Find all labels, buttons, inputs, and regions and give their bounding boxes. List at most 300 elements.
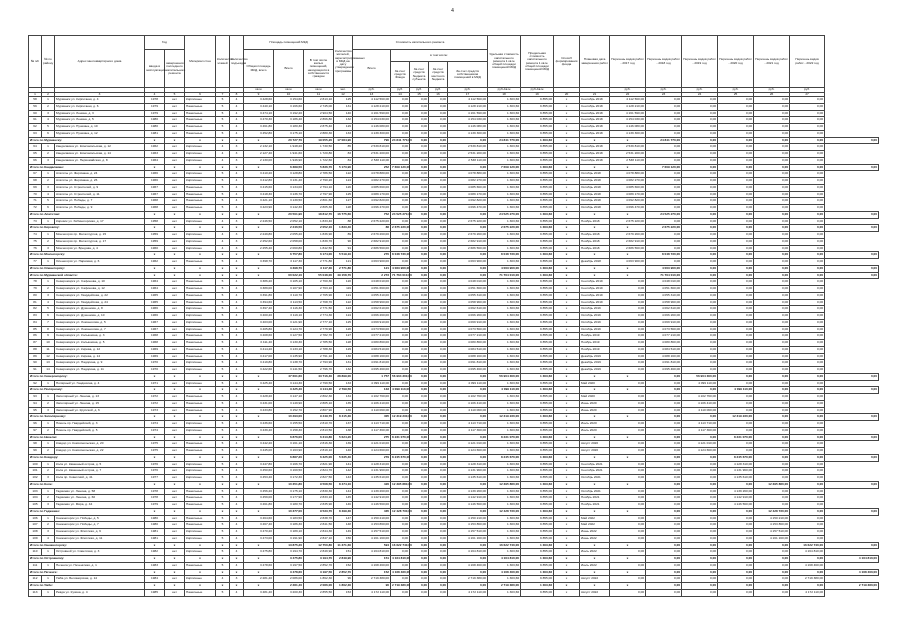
table-cell: Кирпичные [185, 238, 216, 245]
table-cell: 0,00 [429, 205, 448, 212]
table-cell: Сентябрь 2019 [580, 286, 610, 293]
table-cell: 4 096 470,00 [353, 205, 391, 212]
table-cell: 0,00 [391, 124, 410, 131]
table-cell: х [580, 137, 610, 144]
table-cell: 98 [29, 441, 42, 448]
table-cell: х [554, 508, 580, 515]
table-cell: 4 063 900,00 [353, 259, 391, 266]
table-cell: 3 428,60 [244, 97, 274, 104]
table-cell: 0,00 [790, 427, 825, 434]
table-cell: 1965 [145, 292, 165, 299]
table-cell: 4 110 060,00 [682, 407, 718, 414]
table-cell: 4 139 260,00 [718, 488, 754, 495]
table-cell: 0,00 [790, 583, 825, 590]
table-cell: 9 855,00 [521, 205, 554, 212]
table-cell: 16 622 740,00 [488, 542, 521, 549]
column-number-cell: 13 [353, 92, 391, 97]
table-cell: 0,00 [790, 529, 825, 536]
table-cell: 0,00 [754, 245, 790, 252]
table-cell: 4 154 030,00 [610, 117, 646, 124]
table-cell: 9 855,00 [521, 245, 554, 252]
table-cell: 0,00 [391, 130, 410, 137]
table-cell: 0,00 [754, 117, 790, 124]
table-cell: 4 066 260,00 [646, 313, 682, 320]
table-cell: 4 150 210,00 [353, 515, 391, 522]
table-cell: 0,00 [790, 508, 825, 515]
address-cell: Апатиты ул. Победы, д. 9 [55, 205, 145, 212]
table-cell: 4 139 300,00 [353, 130, 391, 137]
table-cell: 4 [230, 353, 244, 360]
table-cell: х [554, 232, 580, 239]
table-cell: 4 051 660,00 [448, 286, 488, 293]
table-cell: 0,00 [429, 562, 448, 569]
table-cell: х [165, 569, 185, 576]
table-cell: 0,00 [790, 97, 825, 104]
address-cell: Кандалакша ул. Комсомольская, д. 14 [55, 151, 145, 158]
table-cell: 4 113 710,00 [448, 421, 488, 428]
table-cell: 4 063 900,00 [646, 265, 682, 272]
table-cell: 0,00 [790, 313, 825, 320]
table-cell: х [216, 569, 230, 576]
table-cell: 133 [334, 380, 353, 387]
table-cell: х [165, 414, 185, 421]
table-cell: 4 080 860,00 [646, 340, 682, 347]
table-cell: 0,00 [718, 589, 754, 596]
table-cell: 0,00 [790, 502, 825, 509]
table-cell: 0,00 [790, 299, 825, 306]
table-cell: х [554, 225, 580, 232]
table-cell: Панельные [185, 292, 216, 299]
table-cell: 3 163,90 [274, 448, 304, 455]
table-cell: 85 [334, 144, 353, 151]
table-cell: 1 [42, 589, 55, 596]
table-cell: 5 [216, 198, 230, 205]
table-cell: 3 169,50 [274, 468, 304, 475]
table-cell: 0,00 [754, 130, 790, 137]
table-cell: 4 117 360,00 [448, 427, 488, 434]
table-cell: х [554, 407, 580, 414]
table-cell: 4 [216, 232, 230, 239]
table-cell: 4 [230, 279, 244, 286]
table-cell: 2 719 380,00 [448, 576, 488, 583]
table-cell: 2 679 260,00 [353, 232, 391, 239]
table-cell: 142 [334, 468, 353, 475]
table-cell: 0,00 [682, 319, 718, 326]
table-cell: 0,00 [754, 198, 790, 205]
table-cell: 4 084 510,00 [448, 346, 488, 353]
table-cell: 2 675 220,00 [488, 225, 521, 232]
table-cell: 0,00 [790, 272, 825, 279]
table-cell: 4 110 060,00 [353, 407, 391, 414]
table-cell: 11 371,60 [334, 542, 353, 549]
table-cell: 2 682 910,00 [610, 238, 646, 245]
subtotal-row [29, 225, 879, 232]
table-cell: 4 [230, 522, 244, 529]
table-cell: 5 [216, 468, 230, 475]
table-cell: х [244, 556, 274, 563]
table-cell: 0,00 [790, 475, 825, 482]
table-cell: 1978 [145, 495, 165, 502]
table-cell: нет [165, 562, 185, 569]
table-cell: х [554, 542, 580, 549]
table-cell: 0,00 [718, 164, 754, 171]
table-cell: Август 2020 [580, 441, 610, 448]
table-cell: 0,00 [754, 454, 790, 461]
table-cell: 134 [334, 394, 353, 401]
table-cell: 12 [42, 353, 55, 360]
table-cell: х [554, 171, 580, 178]
table-cell: 1980 [145, 124, 165, 131]
table-cell: 1 [42, 549, 55, 556]
table-cell: 3 436,60 [244, 421, 274, 428]
table-cell: 5 [216, 286, 230, 293]
table-cell: 2 675 220,00 [353, 218, 391, 225]
table-cell: 0,00 [429, 340, 448, 347]
table-cell: 2 719 380,00 [353, 576, 391, 583]
table-cell: 1 303,66 [521, 414, 554, 421]
table-cell: х [610, 454, 646, 461]
table-cell: 0,00 [410, 124, 429, 131]
address-cell: Гаджиево ул. Ленина, д. 58 [55, 488, 145, 495]
table-cell: 2 055,20 [274, 232, 304, 239]
table-cell: нет [165, 421, 185, 428]
table-cell: 0,00 [682, 434, 718, 441]
table-cell: 4 088 160,00 [646, 353, 682, 360]
table-cell: 0,00 [718, 313, 754, 320]
table-cell: нет [165, 549, 185, 556]
table-row [29, 549, 879, 556]
table-cell: 4 092 820,00 [610, 198, 646, 205]
table-cell: 2 246,50 [244, 218, 274, 225]
table-cell: 0,00 [790, 191, 825, 198]
table-cell: 0,00 [754, 414, 790, 421]
table-cell: 0,00 [825, 387, 879, 394]
table-cell: 0,00 [410, 232, 429, 239]
table-cell: 0,00 [682, 313, 718, 320]
table-cell: 0,00 [718, 373, 754, 380]
table-cell: х [216, 508, 230, 515]
table-cell: 9 855,00 [521, 360, 554, 367]
table-cell: 0,00 [754, 475, 790, 482]
table-cell: 0,00 [718, 562, 754, 569]
table-cell: х [244, 387, 274, 394]
table-cell: 4 131 960,00 [448, 468, 488, 475]
table-cell: 78 [29, 279, 42, 286]
table-cell: 3 144,30 [274, 380, 304, 387]
table-cell: 0,00 [754, 333, 790, 340]
table-cell: 4 102 760,00 [448, 394, 488, 401]
table-cell: 0,00 [429, 272, 448, 279]
table-cell: 0,00 [718, 360, 754, 367]
table-cell: 1970 [145, 360, 165, 367]
table-cell: 0,00 [682, 468, 718, 475]
table-cell: х [145, 508, 165, 515]
table-cell: 0,00 [790, 421, 825, 428]
table-cell: х [165, 387, 185, 394]
table-cell: 0,00 [429, 184, 448, 191]
table-cell: 4 [230, 110, 244, 117]
table-cell: 9 508,50 [304, 481, 334, 488]
table-cell: 3 398,70 [244, 259, 274, 266]
table-cell: 3 [230, 151, 244, 158]
table-cell: 0,00 [391, 286, 410, 293]
table-cell: 56 904 300,00 [488, 373, 521, 380]
table-cell: Кирпичные [185, 97, 216, 104]
table-cell: 0,00 [410, 292, 429, 299]
subtotal-row [29, 569, 879, 576]
table-cell: Кирпичные [185, 319, 216, 326]
table-cell: х [610, 211, 646, 218]
table-cell: 91 [29, 367, 42, 374]
subtotal-label: Итого по Умбе: [29, 583, 145, 590]
table-cell: х [145, 583, 165, 590]
table-cell: 0,00 [448, 225, 488, 232]
table-cell: 4 099 110,00 [488, 387, 521, 394]
table-cell: нет [165, 103, 185, 110]
table-cell: 9 855,00 [521, 178, 554, 185]
table-cell: 0,00 [718, 97, 754, 104]
table-cell: Панельные [185, 502, 216, 509]
table-cell: 0,00 [754, 225, 790, 232]
table-cell: х [165, 137, 185, 144]
address-cell: Североморск ул. Кирова, д. 12 [55, 346, 145, 353]
table-cell: 0,00 [429, 178, 448, 185]
table-cell: Ноябрь 2019 [580, 346, 610, 353]
table-cell: х [554, 191, 580, 198]
table-cell: 124 [334, 178, 353, 185]
table-cell: 0,00 [646, 198, 682, 205]
column-number-cell: 25 [718, 92, 754, 97]
table-cell: 2 719 380,00 [790, 576, 825, 583]
table-cell: 0,00 [790, 238, 825, 245]
table-cell: 2 849,90 [334, 556, 353, 563]
table-cell: 0,00 [718, 394, 754, 401]
subtotal-row [29, 583, 879, 590]
table-cell: Май 2020 [580, 394, 610, 401]
table-cell: 0,00 [790, 481, 825, 488]
table-cell: х [554, 218, 580, 225]
table-cell: 1 303,66 [521, 373, 554, 380]
table-cell: 0,00 [429, 515, 448, 522]
address-cell: Гаджиево ул. Ленина, д. 60 [55, 495, 145, 502]
table-cell: 0,00 [754, 144, 790, 151]
table-cell: 9 855,00 [521, 144, 554, 151]
table-cell: 5 [216, 103, 230, 110]
subtotal-label: Итого по Оленегорску: [29, 265, 145, 272]
address-cell: Никель пр. Гвардейский, д. 5 [55, 427, 145, 434]
table-cell: 0,00 [790, 103, 825, 110]
table-row [29, 319, 879, 326]
table-cell: 2 833,10 [304, 495, 334, 502]
table-cell: 1 303,66 [488, 205, 521, 212]
table-cell: 1 303,66 [488, 218, 521, 225]
subtotal-label: Итого по Ковдору: [29, 454, 145, 461]
table-cell: 0,00 [682, 488, 718, 495]
table-cell: 2 796,70 [304, 367, 334, 374]
table-cell: 2 531 200,00 [448, 151, 488, 158]
table-row [29, 495, 879, 502]
table-cell: 9 855,00 [521, 346, 554, 353]
table-cell: 0,00 [429, 211, 448, 218]
table-cell: Панельные [185, 340, 216, 347]
table-row [29, 468, 879, 475]
table-cell: нет [165, 495, 185, 502]
table-cell: 4 [230, 515, 244, 522]
table-cell: 3 400,20 [244, 313, 274, 320]
table-cell: 1968 [145, 340, 165, 347]
address-cell: Североморск ул. Падорина, д. 11 [55, 367, 145, 374]
table-cell: 0,00 [682, 299, 718, 306]
table-cell: 0,00 [682, 346, 718, 353]
address-cell: Мурманск ул. Пушкина, д. 10 [55, 124, 145, 131]
table-row [29, 367, 879, 374]
table-cell: 1981 [145, 529, 165, 536]
table-cell: нет [165, 326, 185, 333]
table-cell: 0,00 [429, 481, 448, 488]
table-cell: нет [165, 589, 185, 596]
table-row [29, 535, 879, 542]
table-cell: 4 168 460,00 [391, 569, 410, 576]
table-cell: 0,00 [646, 144, 682, 151]
table-cell: 7 [42, 319, 55, 326]
table-cell: 12 319 230,00 [391, 414, 410, 421]
table-cell: 2 771,50 [304, 306, 334, 313]
table-cell: 4 102 760,00 [682, 394, 718, 401]
table-cell: 6 [42, 313, 55, 320]
table-cell: 0,00 [429, 103, 448, 110]
table-cell: 0,00 [410, 441, 429, 448]
table-cell: 4 164 810,00 [353, 549, 391, 556]
table-cell: 1 303,66 [488, 522, 521, 529]
table-cell: 4 077 210,00 [448, 333, 488, 340]
table-row [29, 589, 879, 596]
table-cell: 4 095 460,00 [646, 367, 682, 374]
table-row [29, 171, 879, 178]
table-cell: 0,00 [448, 434, 488, 441]
table-cell: 4 063 900,00 [448, 259, 488, 266]
header-c4: Перечень видов работ - 2020 год [718, 36, 754, 88]
column-number-cell: 11 [304, 92, 334, 97]
table-cell: 0,00 [646, 495, 682, 502]
table-cell: 2 052,10 [274, 218, 304, 225]
table-cell: 2 [42, 400, 55, 407]
table-cell: х [244, 414, 274, 421]
table-cell: 9 855,00 [521, 441, 554, 448]
table-cell: 9 855,00 [521, 279, 554, 286]
table-cell: х [580, 481, 610, 488]
unit-cell: руб. [353, 88, 391, 93]
table-cell: 4 055 310,00 [448, 292, 488, 299]
table-cell: х [554, 488, 580, 495]
table-cell: 0,00 [646, 191, 682, 198]
table-cell: 5 [216, 522, 230, 529]
table-cell: 0,00 [682, 252, 718, 259]
table-cell: 0,00 [448, 252, 488, 259]
table-cell: 9 855,00 [521, 562, 554, 569]
table-cell: 128 [334, 340, 353, 347]
table-cell: 3 425,40 [244, 380, 274, 387]
table-cell: 0,00 [646, 380, 682, 387]
table-cell: 127 [334, 198, 353, 205]
table-cell: х [554, 299, 580, 306]
table-cell: 24 841 770,00 [646, 137, 682, 144]
table-cell: 43 716,40 [304, 373, 334, 380]
subtotal-label: Итого по Никелю: [29, 434, 145, 441]
table-cell: 5 519,10 [334, 252, 353, 259]
table-cell: 4 146 080,00 [610, 124, 646, 131]
table-cell: Панельные [185, 495, 216, 502]
table-cell: 1962 [145, 144, 165, 151]
table-cell: х [554, 252, 580, 259]
table-cell: 0,00 [754, 171, 790, 178]
table-cell: 4 128 310,00 [718, 461, 754, 468]
table-cell: 0,00 [682, 583, 718, 590]
table-cell: х [554, 117, 580, 124]
table-cell: 0,00 [410, 448, 429, 455]
table-cell: 3 470,20 [244, 529, 274, 536]
table-cell: 1975 [145, 448, 165, 455]
table-cell: 3 [42, 245, 55, 252]
table-cell: Октябрь 2018 [580, 178, 610, 185]
table-cell: 1 303,66 [488, 495, 521, 502]
table-cell: 0,00 [429, 151, 448, 158]
table-cell: 0,00 [429, 400, 448, 407]
table-cell: 12 319 230,00 [718, 414, 754, 421]
table-cell: Ноябрь 2021 [580, 495, 610, 502]
table-cell: х [580, 583, 610, 590]
table-cell: 4 092 820,00 [353, 198, 391, 205]
table-cell: 4 135 610,00 [353, 475, 391, 482]
table-cell: 1978 [145, 97, 165, 104]
table-cell: 0,00 [429, 589, 448, 596]
table-cell: 1 [42, 380, 55, 387]
table-cell: 4 063 900,00 [488, 265, 521, 272]
table-cell: 0,00 [790, 407, 825, 414]
table-cell: 13 [42, 360, 55, 367]
table-cell: 89 [334, 232, 353, 239]
table-cell: 0,00 [429, 569, 448, 576]
table-cell: 4 157 510,00 [353, 529, 391, 536]
table-cell: х [145, 373, 165, 380]
table-cell: 2 531 200,00 [353, 151, 391, 158]
table-cell: 0,00 [429, 299, 448, 306]
table-cell: 1972 [145, 400, 165, 407]
table-cell: 0,00 [391, 144, 410, 151]
table-cell: 3 [230, 232, 244, 239]
table-cell: 3 [42, 157, 55, 164]
table-cell: 2 538 110,00 [353, 157, 391, 164]
table-cell: 3 [42, 292, 55, 299]
table-cell: 1 [42, 144, 55, 151]
table-cell: Панельные [185, 103, 216, 110]
table-cell: 1 303,66 [488, 333, 521, 340]
table-row [29, 522, 879, 529]
table-cell: Май 2020 [580, 380, 610, 387]
table-cell: 1 833,40 [334, 225, 353, 232]
table-cell: 0,00 [429, 434, 448, 441]
table-cell: 0,00 [646, 502, 682, 509]
table-cell: 144 [334, 488, 353, 495]
table-cell: 0,00 [646, 542, 682, 549]
table-cell: 2 675 220,00 [448, 218, 488, 225]
table-cell: 0,00 [825, 414, 879, 421]
table-cell: 1 303,66 [521, 225, 554, 232]
table-cell: 5 [216, 515, 230, 522]
subtotal-row [29, 272, 879, 279]
table-cell: 1 303,66 [488, 502, 521, 509]
table-cell: 4 084 510,00 [353, 346, 391, 353]
table-cell: нет [165, 151, 185, 158]
